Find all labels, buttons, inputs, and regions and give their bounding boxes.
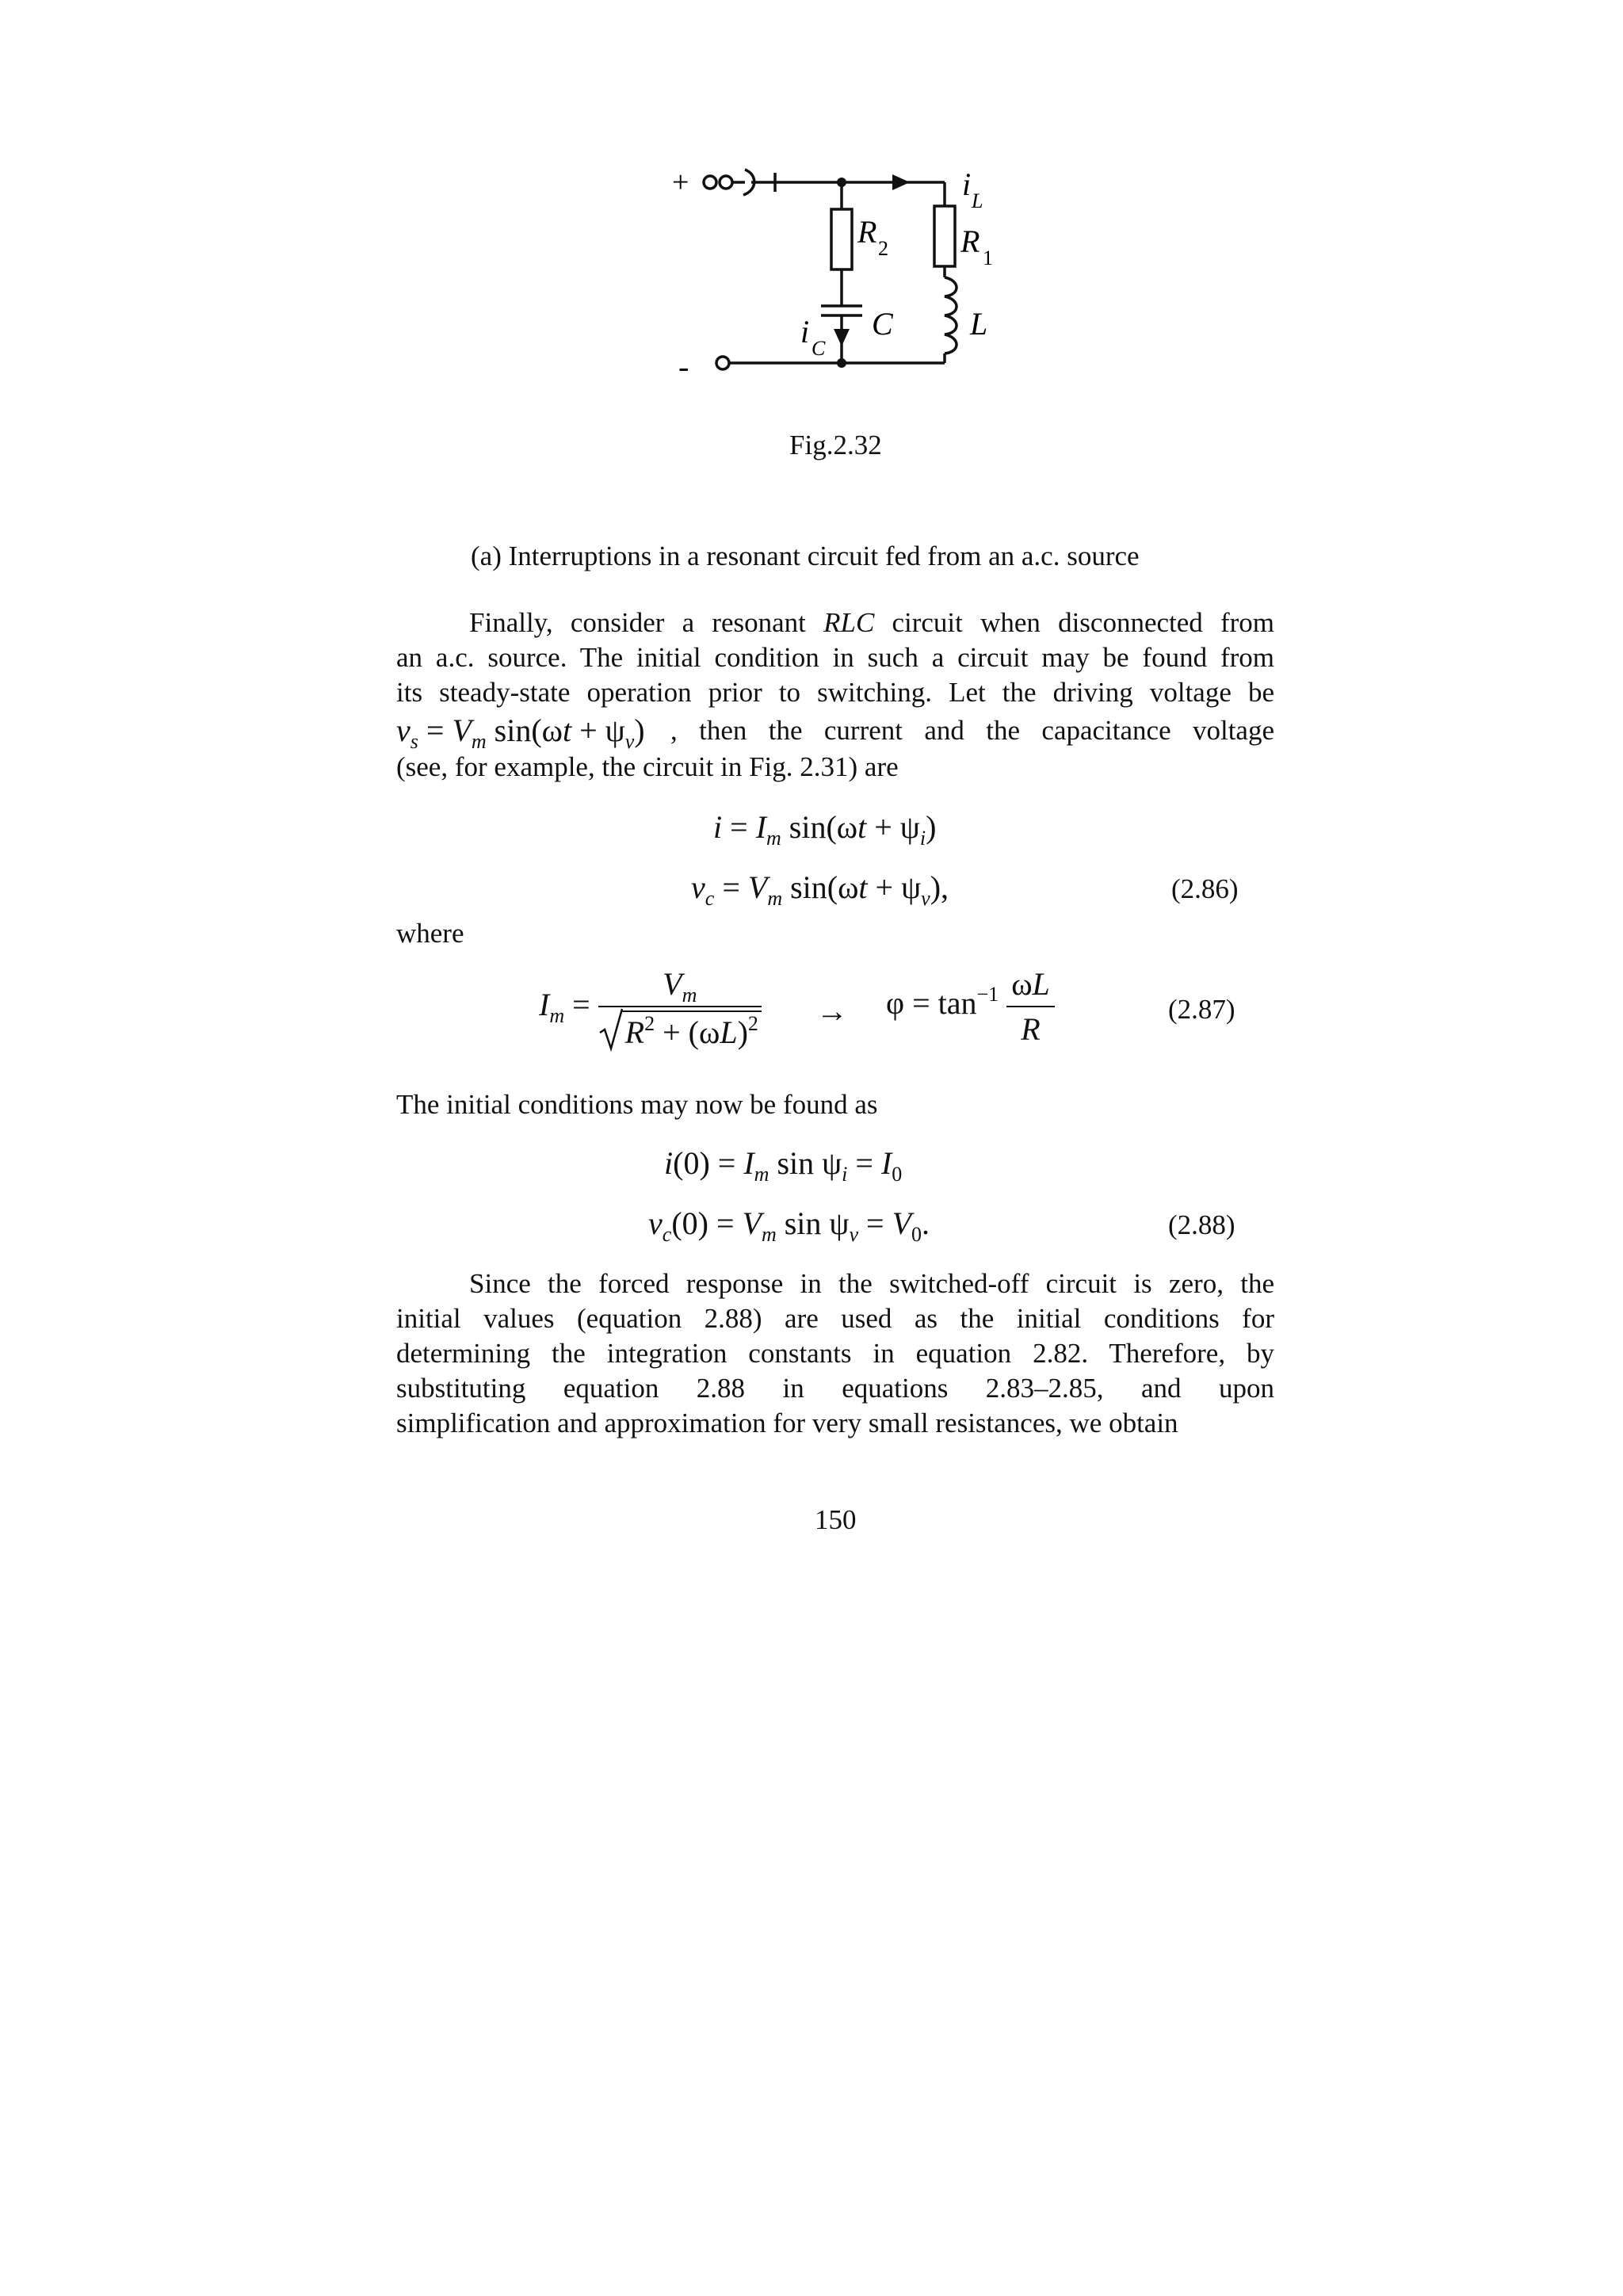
equation-number-2-88: (2.88): [1168, 1209, 1235, 1240]
equation-number-2-87: (2.87): [1168, 994, 1235, 1025]
section-heading: (a) Interruptions in a resonant circuit fed from an a.c. source: [471, 541, 1140, 571]
equation-initial-voltage: $v_c(0) = V_m$ $\sin \psi_v = V_0$.: [648, 1205, 930, 1246]
paragraph-1-line-2: an a.c. source. The initial condition in such a circuit may be found from: [396, 642, 1274, 673]
label-R1-sub: 1: [983, 246, 993, 269]
label-iL: i: [962, 166, 972, 202]
driving-voltage-inline: $v_s = V_m$ $\sin(\omega t + \psi_v)$: [396, 712, 645, 753]
paragraph-1-line-5: (see, for example, the circuit in Fig. 2.31) are: [396, 751, 899, 782]
label-R2-sub: 2: [878, 237, 888, 260]
paragraph-2-line-2: initial values (equation 2.88) are used as the initial conditions for: [396, 1303, 1274, 1334]
where-text: where: [396, 918, 464, 949]
paragraph-2-line-4: substituting equation 2.88 in equations 2.83–2.85, and upon: [396, 1373, 1274, 1404]
label-iC: i: [800, 314, 810, 350]
paragraph-2-line-1: Since the forced response in the switched-off circuit is zero, the: [469, 1268, 1274, 1299]
label-R2: R: [857, 214, 877, 250]
equation-amplitude: $I_m$ = $\frac{V_m}{R^2 + (\omega L)^2}$: [539, 965, 762, 1051]
phase-fraction: $\frac{\omega L}{R}$: [1006, 965, 1055, 1048]
label-L: L: [970, 306, 988, 342]
label-R1: R: [960, 223, 980, 259]
label-iL-sub: L: [972, 189, 983, 212]
equation-arrow: →: [816, 993, 848, 1029]
paragraph-1-line-3: its steady-state operation prior to switching. Let the driving voltage be: [396, 677, 1274, 708]
equation-number-2-86: (2.86): [1171, 873, 1239, 904]
equation-initial-current: $i(0) = I_m$ $\sin \psi_i = I_0$: [664, 1145, 903, 1186]
label-C: C: [872, 306, 893, 342]
page-number: 150: [815, 1504, 857, 1535]
initial-conditions-text: The initial conditions may now be found as: [396, 1089, 878, 1120]
circuit-diagram: [658, 159, 1022, 388]
paragraph-1-line-1: Finally, consider a resonant RLC circuit when disconnected from: [469, 607, 1275, 638]
terminal-minus: -: [678, 349, 689, 384]
terminal-plus: +: [672, 166, 689, 199]
equation-phase: $\varphi = \tan^{-1}$ $\frac{\omega L}{R}$: [886, 965, 1055, 1048]
paragraph-2-line-3: determining the integration constants in equation 2.82. Therefore, by: [396, 1338, 1274, 1369]
paragraph-2-line-5: simplification and approximation for very small resistances, we obtain: [396, 1408, 1178, 1438]
figure-caption: Fig.2.32: [789, 430, 882, 460]
label-iC-sub: C: [812, 337, 826, 360]
amplitude-fraction: $\frac{V_m}{R^2 + (\omega L)^2}$: [598, 965, 762, 1051]
equation-capacitor-voltage: $v_c = V_m$ $\sin(\omega t + \psi_v)$,: [691, 869, 949, 910]
paragraph-1-line-4: , then the current and the capacitance voltage: [670, 715, 1274, 746]
equation-current: $i = I_m$ $\sin(\omega t + \psi_i)$: [713, 809, 937, 850]
